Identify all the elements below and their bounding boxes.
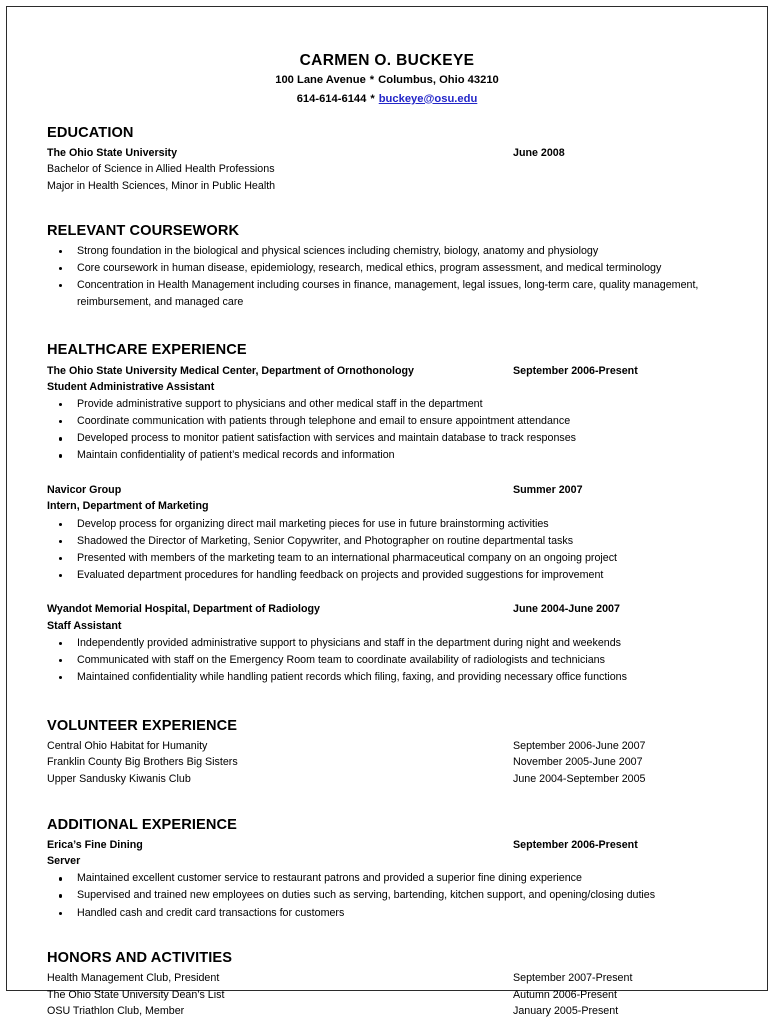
volunteer-organization: Central Ohio Habitat for Humanity — [47, 739, 208, 752]
honors-entry — [47, 1003, 737, 1020]
job-employer: Wyandot Memorial Hospital, Department of Radiology — [47, 603, 320, 616]
contact-separator: * — [370, 92, 375, 105]
job-title-row — [47, 618, 737, 634]
job-title-row — [47, 498, 737, 514]
education-school-name: The Ohio State University — [47, 147, 178, 160]
volunteer-organization: Franklin County Big Brothers Big Sisters — [47, 756, 238, 769]
volunteer-entry — [47, 771, 737, 788]
volunteer-organization: Upper Sandusky Kiwanis Club — [47, 773, 191, 785]
resume-body — [7, 124, 767, 1020]
volunteer-dates: November 2005-June 2007 — [513, 756, 643, 769]
section-volunteer-experience — [47, 717, 737, 788]
job-bullet-list — [47, 516, 737, 584]
list-item: Core coursework in human disease, epidemiology, research, medical ethics, program assessment, and medical terminology — [47, 260, 737, 277]
list-item: Supervised and trained new employees on duties such as serving, bartending, kitchen support, and opening/closing duties — [47, 887, 737, 904]
job-title: Student Administrative Assistant — [47, 380, 215, 393]
honors-name: OSU Triathlon Club, Member — [47, 1005, 185, 1018]
section-heading-honors: HONORS AND ACTIVITIES — [47, 950, 233, 967]
additional-employer-row — [47, 837, 737, 853]
education-majors: Major in Health Sciences, Minor in Public Health — [47, 179, 276, 192]
additional-dates: September 2006-Present — [513, 838, 638, 851]
list-item: Shadowed the Director of Marketing, Senior Copywriter, and Photographer on routine departmental tasks — [47, 533, 737, 550]
job-title: Staff Assistant — [47, 619, 122, 632]
job-bullet-list — [47, 396, 737, 464]
additional-job-title: Server — [47, 855, 81, 868]
section-heading-education: EDUCATION — [47, 124, 134, 141]
job-dates: September 2006-Present — [513, 364, 638, 377]
job-employer-row — [47, 601, 737, 617]
job-employer: Navicor Group — [47, 484, 122, 496]
volunteer-dates: September 2006-June 2007 — [513, 739, 646, 752]
list-item: Independently provided administrative support to physicians and staff in the department during night and weekends — [47, 635, 737, 652]
volunteer-entry — [47, 754, 737, 771]
additional-employer: Erica’s Fine Dining — [47, 838, 143, 851]
job-title: Intern, Department of Marketing — [47, 500, 209, 513]
coursework-bullet-list — [47, 243, 737, 310]
list-item: Evaluated department procedures for handling feedback on projects and provided suggestions for improvement — [47, 567, 737, 584]
contact-phone-email-line — [7, 91, 767, 107]
list-item: Handled cash and credit card transactions for customers — [47, 905, 737, 922]
education-degree: Bachelor of Science in Allied Health Professions — [47, 163, 275, 176]
section-heading-coursework: RELEVANT COURSEWORK — [47, 222, 240, 239]
section-honors-activities — [47, 949, 737, 1020]
resume-header — [7, 7, 767, 107]
list-item: Maintained excellent customer service to restaurant patrons and provided a superior fine dining experience — [47, 870, 737, 887]
address-separator: * — [369, 74, 375, 87]
honors-entry-list — [47, 970, 737, 1020]
job-entry-wyandot-memorial-hospital — [47, 601, 737, 685]
job-employer: The Ohio State University Medical Center, Department of Ornothonology — [47, 364, 414, 377]
city-state-zip: Columbus, Ohio 43210 — [378, 74, 499, 87]
job-employer-row — [47, 482, 737, 498]
job-employer-row — [47, 363, 737, 379]
list-item: Concentration in Health Management including courses in finance, management, legal issues, long-term care, quality management, reimbursement, and managed care — [47, 277, 737, 310]
additional-bullet-list — [47, 870, 737, 921]
honors-name: The Ohio State University Dean’s List — [47, 988, 225, 1001]
education-school-row — [47, 145, 737, 161]
section-heading-healthcare: HEALTHCARE EXPERIENCE — [47, 342, 247, 359]
phone-number: 614-614-6144 — [296, 92, 367, 105]
honors-dates: September 2007-Present — [513, 972, 633, 985]
section-healthcare-experience — [47, 341, 737, 685]
section-education — [47, 124, 737, 194]
volunteer-entry-list — [47, 738, 737, 788]
section-additional-experience — [47, 816, 737, 922]
list-item: Strong foundation in the biological and physical sciences including chemistry, biology, anatomy and physiology — [47, 243, 737, 260]
honors-dates: Autumn 2006-Present — [513, 988, 617, 1001]
honors-dates: January 2005-Present — [513, 1005, 619, 1018]
list-item: Maintain confidentiality of patient’s medical records and information — [47, 447, 737, 464]
resume-document — [7, 7, 767, 1018]
list-item: Maintained confidentiality while handling patient records which filing, faxing, and providing necessary office functions — [47, 669, 737, 686]
street-address: 100 Lane Avenue — [275, 74, 366, 87]
list-item: Coordinate communication with patients through telephone and email to ensure appointment attendance — [47, 413, 737, 430]
resume-page-frame — [6, 6, 768, 1018]
job-title-row — [47, 379, 737, 395]
job-entry-navicor-group — [47, 482, 737, 583]
additional-title-row — [47, 853, 737, 869]
list-item: Provide administrative support to physicians and other medical staff in the department — [47, 396, 737, 413]
honors-name: Health Management Club, President — [47, 972, 220, 985]
honors-entry — [47, 970, 737, 987]
email-link[interactable]: buckeye@osu.edu — [378, 92, 478, 105]
list-item: Developed process to monitor patient satisfaction with services and maintain database to track responses — [47, 430, 737, 447]
job-entry-osu-medical-center — [47, 363, 737, 464]
volunteer-dates: June 2004-September 2005 — [513, 773, 646, 785]
section-relevant-coursework — [47, 222, 737, 311]
job-dates: Summer 2007 — [513, 484, 583, 496]
list-item: Develop process for organizing direct mail marketing pieces for use in future brainstorming activities — [47, 516, 737, 533]
honors-entry — [47, 987, 737, 1004]
list-item: Presented with members of the marketing team to an international pharmaceutical company on an ongoing project — [47, 550, 737, 567]
job-bullet-list — [47, 635, 737, 686]
list-item: Communicated with staff on the Emergency Room team to coordinate availability of radiologists and technicians — [47, 652, 737, 669]
section-heading-additional: ADDITIONAL EXPERIENCE — [47, 816, 237, 833]
job-dates: June 2004-June 2007 — [513, 603, 620, 616]
volunteer-entry — [47, 738, 737, 755]
candidate-name: CARMEN O. BUCKEYE — [299, 52, 475, 69]
education-graduation-date: June 2008 — [513, 147, 565, 160]
contact-address-line — [7, 72, 767, 88]
section-heading-volunteer: VOLUNTEER EXPERIENCE — [47, 717, 238, 734]
